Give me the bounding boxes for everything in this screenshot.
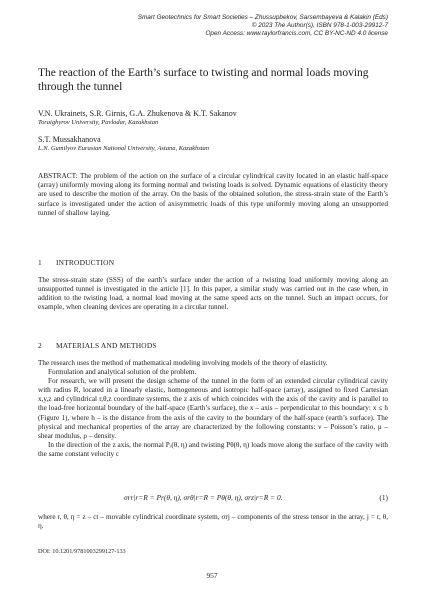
doi-footer: DOI: 10.1201/9781003299127-133 bbox=[38, 548, 126, 555]
paragraph: In the direction of the z axis, the normal Pᵣ(θ, η) and twisting Pθ(θ, η) loads move along the surface of the cavity with the same constant velocity c bbox=[38, 440, 388, 458]
equation-1 bbox=[38, 493, 388, 505]
abstract: ABSTRACT: The problem of the action on the surface of a circular cylindrical cavity located in an elastic half-space (array) uniformly moving along its forming normal and twisting loads is solved. Dynamic equations of elasticity theory are used to describe the motion of the array. On the basis of the obtained solution, the stress-strain state of the Earth’s surface is investigated under the action of axisymmetric loads of this type uniformly moving along an unsupported tunnel of shallow laying. bbox=[38, 171, 388, 217]
section-heading-introduction bbox=[38, 258, 114, 267]
equation-explanation bbox=[38, 513, 388, 531]
materials-methods-body bbox=[38, 359, 388, 459]
section-number: 1 bbox=[38, 258, 42, 267]
author-names-2: S.T. Mussakhanova bbox=[38, 135, 101, 144]
paragraph: where r, θ, η = z – ct – movable cylindrical coordinate system, σrj – components of the stress tensor in the array, j = r, θ, η. bbox=[38, 513, 388, 531]
author-group-1 bbox=[38, 109, 388, 127]
paragraph: For research, we will present the design scheme of the tunnel in the form of an extended circular cylindrical cavity with radius R, located in a linearly elastic, homogeneous and isotropic half-space (array), assigned to fixed Cartesian x,y,z and cylindrical r,θ,z coordinate systems, the z axis of which coincides with the axis of the cavity and is parallel to the load-free horizontal boundary of the half-space (Earth’s surface), the x – axis – perpendicular to this boundary: x ≤ h (Figure 1), where h – is the distance from the axis of the cavity to the boundary of the half-space (earth’s surface). The physical and mechanical properties of the array are characterized by the following constants: ν – Poisson’s ratio, μ – shear modulus, ρ – density. bbox=[38, 377, 388, 440]
introduction-body bbox=[38, 276, 388, 312]
section-title-text: MATERIALS AND METHODS bbox=[56, 341, 157, 350]
paragraph: The research uses the method of mathematical modeling involving models of the theory of elasticity. bbox=[38, 359, 328, 367]
paper-title: The reaction of the Earth’s surface to twisting and normal loads moving through the tunnel bbox=[38, 67, 369, 93]
paragraph: Formulation and analytical solution of the problem. bbox=[48, 368, 197, 377]
section-heading-materials-methods bbox=[38, 341, 157, 350]
header-isbn-line: © 2023 The Author(s), ISBN 978-1-003-29912-7 bbox=[251, 22, 388, 29]
paragraph: The stress-strain state (SSS) of the earth’s surface under the action of a twisting load uniformly moving along an unsupported tunnel is investigated in the article [1]. In this paper, a similar study was carried out in the case when, in addition to the twisting load, a normal load moving at the same speed acts on the tunnel. Such an impact occurs, for example, when cleaning devices are operating in a circular tunnel. bbox=[38, 276, 388, 312]
author-affiliation-2: L.N. Gumilyov Eurasian National University, Astana, Kazakhstan bbox=[38, 145, 210, 152]
author-affiliation-1: Toraighyrov University, Pavlodar, Kazakhstan bbox=[38, 119, 159, 126]
author-names-1: V.N. Ukrainets, S.R. Girnis, G.A. Zhukenova & K.T. Sakanov bbox=[38, 109, 237, 118]
header-book-line: Smart Geotechnics for Smart Societies – Zhussupbekov, Sarsembayeva & Kalakin (Eds) bbox=[137, 14, 388, 21]
page-number: 957 bbox=[206, 571, 218, 580]
section-title-text: INTRODUCTION bbox=[56, 258, 115, 267]
running-header bbox=[28, 14, 388, 38]
equation-number: (1) bbox=[379, 493, 388, 502]
author-group-2 bbox=[38, 135, 388, 153]
header-license-line: Open Access: www.taylorfrancis.com, CC BY-NC-ND 4.0 license bbox=[205, 30, 388, 37]
equation-expression: σrr|r=R = Pr(θ, η), σrθ|r=R = Pθ(θ, η), σrz|r=R = 0. bbox=[124, 493, 283, 502]
section-number: 2 bbox=[38, 341, 42, 350]
